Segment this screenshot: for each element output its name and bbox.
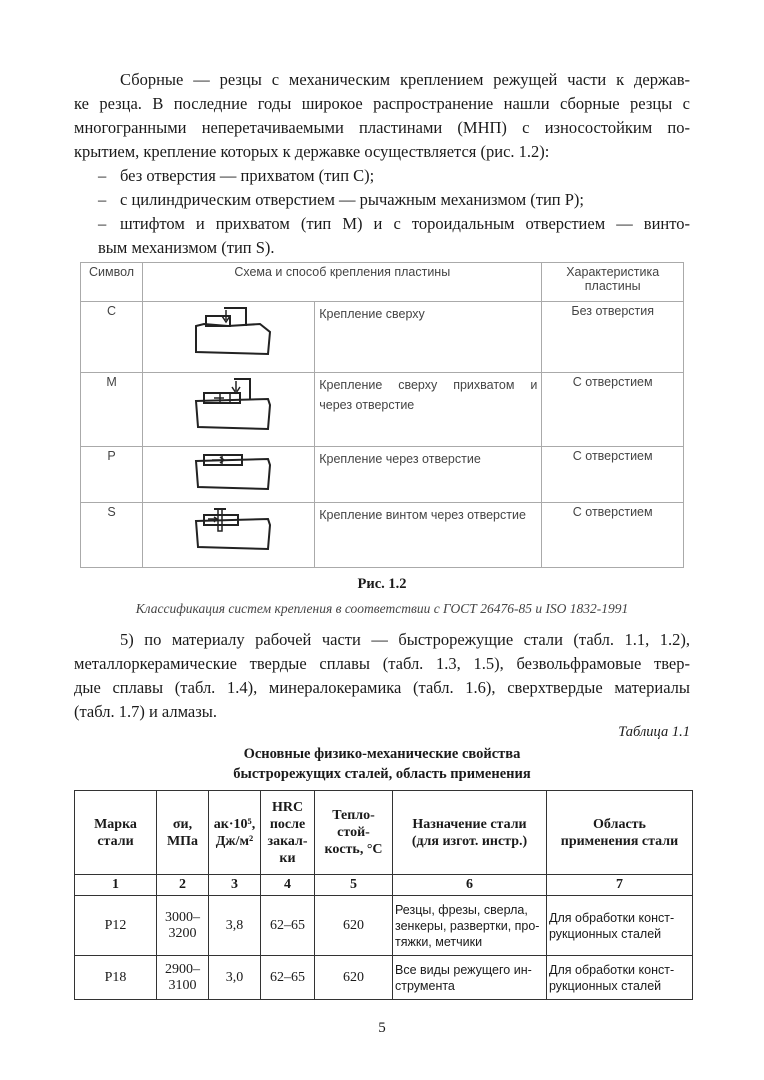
heat-cell: 620: [315, 956, 393, 1000]
column-number: 2: [157, 875, 209, 896]
column-number: 5: [315, 875, 393, 896]
characteristic-cell: С отверстием: [542, 503, 684, 568]
column-number-row: [75, 875, 693, 896]
column-number: 4: [261, 875, 315, 896]
sigma-cell: 3000– 3200: [157, 896, 209, 956]
col-header-hrc: HRC после закал- ки: [261, 791, 315, 875]
col-header-heat-resistance: Тепло- стой- кость, °С: [315, 791, 393, 875]
col-header-characteristic: Характеристика пластины: [542, 263, 684, 302]
col-header-sigma: σи, МПа: [157, 791, 209, 875]
grade-cell: Р12: [75, 896, 157, 956]
paragraph-line: (табл. 1.7) и алмазы.: [74, 702, 217, 721]
hrc-cell: 62–65: [261, 956, 315, 1000]
hrc-cell: 62–65: [261, 896, 315, 956]
figure-caption: Рис. 1.2: [357, 576, 407, 592]
characteristic-cell: С отверстием: [542, 373, 684, 447]
purpose-cell: Все виды режущего ин- струмента: [393, 956, 547, 1000]
table-title: Основные физико-механические свойства быстрорежущих сталей, область применения: [233, 746, 531, 782]
ak-cell: 3,0: [209, 956, 261, 1000]
characteristic-cell: С отверстием: [542, 446, 684, 502]
col-header-purpose: Назначение стали (для изгот. инстр.): [393, 791, 547, 875]
col-header-ak: aк·10⁵, Дж/м²: [209, 791, 261, 875]
paragraph-line: металлоркерамические твердые сплавы (табл. 1.3, 1.5), безвольфрамовые твер-: [74, 654, 690, 673]
symbol-cell: M: [81, 373, 143, 447]
symbol-cell: C: [81, 301, 143, 372]
figure-row: [81, 446, 684, 502]
intro-line: крытием, крепление которых к державке осуществляется (рис. 1.2):: [74, 142, 550, 161]
characteristic-cell: Без отверстия: [542, 301, 684, 372]
list-item: – штифтом и прихватом (тип M) и с тороидальным отверстием — винто- вым механизмом (тип S).: [98, 212, 690, 260]
table-row: [75, 896, 693, 956]
purpose-cell: Резцы, фрезы, сверла, зенкеры, развертки, про- тяжки, метчики: [393, 896, 547, 956]
column-number: 3: [209, 875, 261, 896]
sketch-clamp-hole: [143, 373, 315, 447]
table-row: [75, 956, 693, 1000]
application-cell: Для обработки конст- рукционных сталей: [547, 956, 693, 1000]
symbol-cell: P: [81, 446, 143, 502]
figure-row: [81, 503, 684, 568]
table-number: Таблица 1.1: [618, 724, 690, 740]
figure-row: [81, 301, 684, 372]
desc-cell: Крепление сверху: [315, 301, 542, 372]
list-item: – с цилиндрическим отверстием — рычажным механизмом (тип P);: [98, 188, 690, 212]
column-number: 1: [75, 875, 157, 896]
col-header-scheme: Схема и способ крепления пластины: [143, 263, 542, 302]
intro-line: многогранными неперетачиваемыми пластинами (МНП) с износостойким по-: [74, 118, 690, 137]
ak-cell: 3,8: [209, 896, 261, 956]
intro-paragraph: [74, 68, 690, 164]
fastening-types-list: [98, 164, 690, 260]
grade-cell: Р18: [75, 956, 157, 1000]
figure-subcaption: Классификация систем крепления в соответствии с ГОСТ 26476-85 и ISO 1832-1991: [135, 601, 629, 616]
symbol-cell: S: [81, 503, 143, 568]
figure-row: [81, 373, 684, 447]
sketch-screw: [143, 503, 315, 568]
heat-cell: 620: [315, 896, 393, 956]
paragraph-line: дые сплавы (табл. 1.4), минералокерамика (табл. 1.6), сверхтвердые материалы: [74, 678, 690, 697]
list-item: – без отверстия — прихватом (тип C);: [98, 164, 690, 188]
steel-properties-table: [74, 790, 693, 1000]
col-header-symbol: Символ: [81, 263, 143, 302]
desc-cell: Крепление винтом через отверстие: [315, 503, 542, 568]
col-header-grade: Марка стали: [75, 791, 157, 875]
intro-line: Сборные — резцы с механическим креплением режущей части к держав-: [120, 70, 690, 89]
desc-cell: Крепление через отверстие: [315, 446, 542, 502]
sketch-hole: [143, 446, 315, 502]
col-header-application: Область применения стали: [547, 791, 693, 875]
desc-cell: Крепление сверху прихватом и через отверстие: [315, 373, 542, 447]
page-number: 5: [378, 1020, 386, 1036]
intro-line: ке резца. В последние годы широкое распространение нашли сборные резцы с: [74, 94, 690, 113]
material-paragraph: [74, 628, 690, 724]
sigma-cell: 2900– 3100: [157, 956, 209, 1000]
table-header-row: [75, 791, 693, 875]
column-number: 6: [393, 875, 547, 896]
fastening-classification-figure: [80, 262, 684, 568]
application-cell: Для обработки конст- рукционных сталей: [547, 896, 693, 956]
paragraph-line: 5) по материалу рабочей части — быстрорежущие стали (табл. 1.1, 1.2),: [120, 630, 690, 649]
sketch-clamp-top: [143, 301, 315, 372]
column-number: 7: [547, 875, 693, 896]
